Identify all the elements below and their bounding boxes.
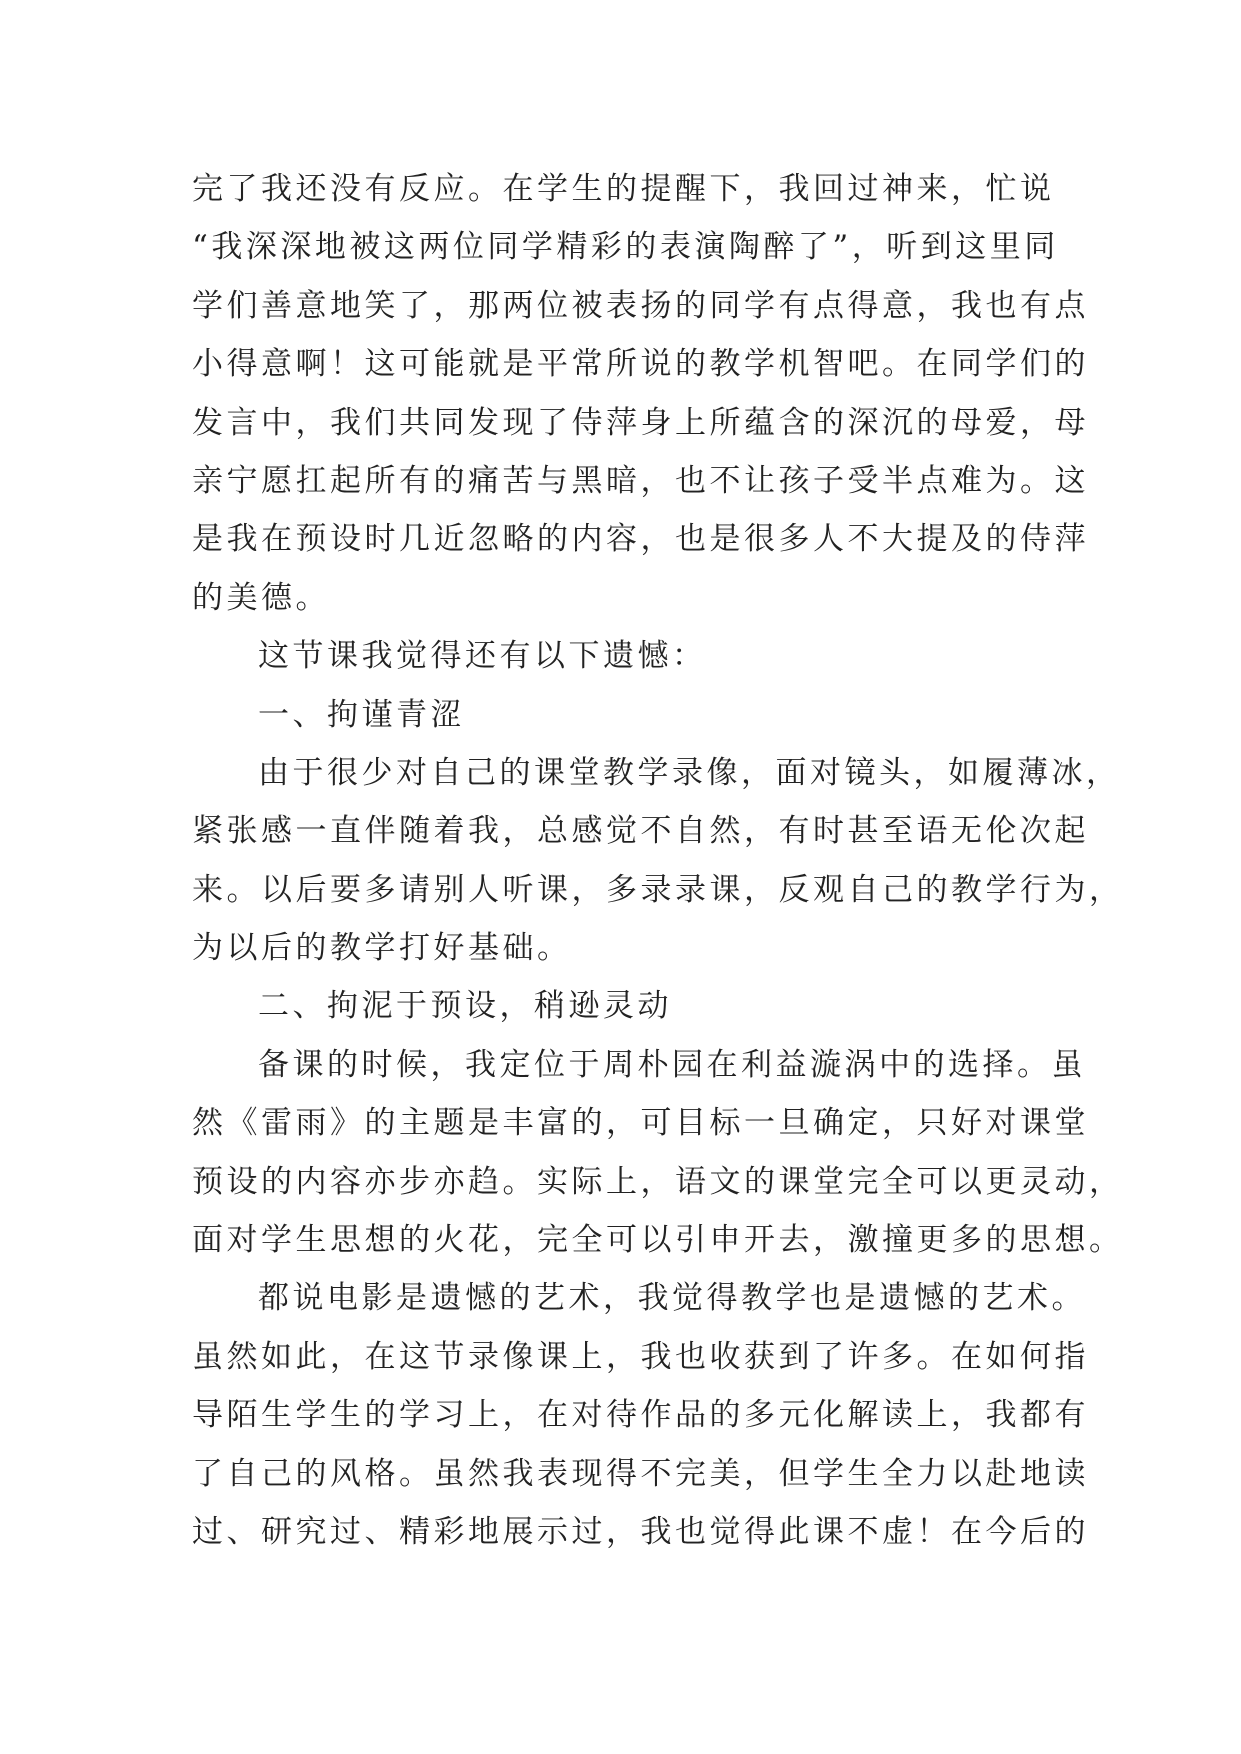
text-line: 紧张感一直伴随着我，总感觉不自然，有时甚至语无伦次起 [192, 813, 1089, 850]
section-heading: 一、拘谨青涩 [258, 696, 465, 733]
text-line: 发言中，我们共同发现了侍萍身上所蕴含的深沉的母爱，母 [192, 404, 1089, 441]
text-line: 预设的内容亦步亦趋。实际上，语文的课堂完全可以更灵动， [192, 1163, 1124, 1200]
text-line: 学们善意地笑了，那两位被表扬的同学有点得意，我也有点 [192, 287, 1089, 324]
text-line: 小得意啊！这可能就是平常所说的教学机智吧。在同学们的 [192, 346, 1089, 383]
text-line: 虽然如此，在这节录像课上，我也收获到了许多。在如何指 [192, 1338, 1089, 1375]
text-line: 完了我还没有反应。在学生的提醒下，我回过神来，忙说 [192, 171, 1055, 207]
text-line: 备课的时候，我定位于周朴园在利益漩涡中的选择。虽 [258, 1046, 1086, 1083]
text-line: 的美德。 [192, 579, 330, 616]
text-line: “我深深地被这两位同学精彩的表演陶醉了”，听到这里同 [192, 229, 1059, 266]
text-line: 是我在预设时几近忽略的内容，也是很多人不大提及的侍萍 [192, 521, 1089, 558]
text-line: 来。以后要多请别人听课，多录录课，反观自己的教学行为， [192, 871, 1124, 908]
text-line: 过、研究过、精彩地展示过，我也觉得此课不虚！在今后的 [192, 1513, 1089, 1550]
text-line: 导陌生学生的学习上，在对待作品的多元化解读上，我都有 [192, 1397, 1089, 1434]
text-line: 亲宁愿扛起所有的痛苦与黑暗，也不让孩子受半点难为。这 [192, 462, 1089, 499]
text-line: 由于很少对自己的课堂教学录像，面对镜头，如履薄冰， [258, 754, 1121, 791]
text-line: 都说电影是遗憾的艺术，我觉得教学也是遗憾的艺术。 [258, 1280, 1086, 1317]
text-line: 了自己的风格。虽然我表现得不完美，但学生全力以赴地读 [192, 1455, 1089, 1492]
text-line: 面对学生思想的火花，完全可以引申开去，激撞更多的思想。 [192, 1222, 1124, 1259]
body-text [192, 160, 1124, 1561]
text-line: 为以后的教学打好基础。 [192, 930, 572, 967]
text-line: 这节课我觉得还有以下遗憾： [258, 638, 707, 675]
text-line: 然《雷雨》的主题是丰富的，可目标一旦确定，只好对课堂 [192, 1105, 1089, 1142]
section-heading: 二、拘泥于预设，稍逊灵动 [258, 988, 672, 1025]
